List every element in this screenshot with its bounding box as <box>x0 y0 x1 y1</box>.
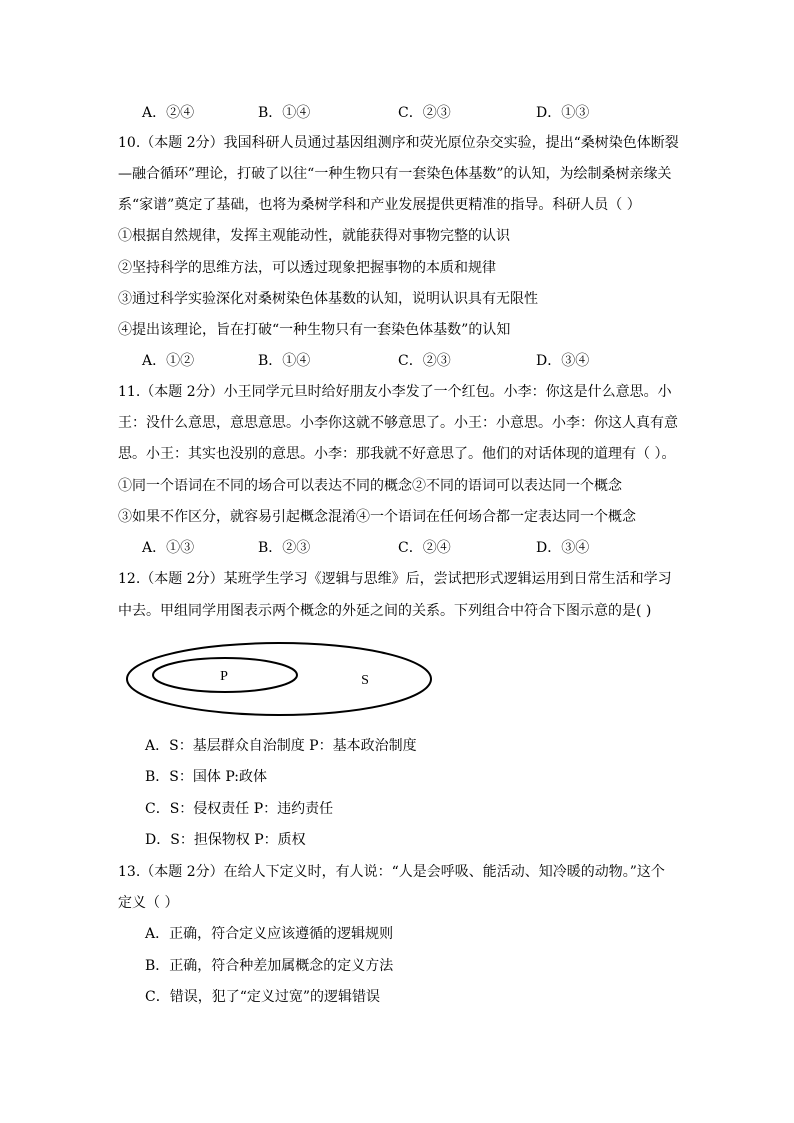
q11-statement-1: ①同一个语词在不同的场合可以表达不同的概念②不同的语词可以表达同一个概念 <box>118 478 622 494</box>
q11-option-d[interactable]: D．③④ <box>536 540 590 556</box>
label-p: P <box>220 669 228 684</box>
q10-option-d[interactable]: D．③④ <box>536 353 590 369</box>
q13-stem-line-1: 13.（本题 2分）在给人下定义时，有人说：“人是会呼吸、能活动、知冷暖的动物。”这个 <box>118 864 665 880</box>
q11-option-a[interactable]: A．①③ <box>142 540 195 556</box>
q10-statement-1: ①根据自然规律，发挥主观能动性，就能获得对事物完整的认识 <box>118 228 510 244</box>
q13-option-c[interactable]: C．错误，犯了“定义过宽”的逻辑错误 <box>145 989 381 1005</box>
q10-statement-3: ③通过科学实验深化对桑树染色体基数的认知，说明认识具有无限性 <box>118 291 538 307</box>
q13-option-a[interactable]: A．正确，符合定义应该遵循的逻辑规则 <box>145 926 394 942</box>
outer-ellipse-s <box>127 643 431 715</box>
q10-option-b[interactable]: B．①④ <box>258 353 311 369</box>
q10-option-a[interactable]: A．①② <box>142 353 195 369</box>
q13-stem-line-2: 定义（ ） <box>118 895 179 911</box>
q12-option-a[interactable]: A．S：基层群众自治制度 P：基本政治制度 <box>145 738 417 754</box>
q11-statement-2: ③如果不作区分，就容易引起概念混淆④一个语词在任何场合都一定表达同一个概念 <box>118 509 636 525</box>
q11-stem-line-2: 王：没什么意思，意思意思。小李你这就不够意思了。小王：小意思。小李：你这人真有意 <box>118 415 678 431</box>
euler-diagram <box>124 640 436 718</box>
q12-stem-line-2: 中去。甲组同学用图表示两个概念的外延之间的关系。下列组合中符合下图示意的是( ) <box>118 603 652 619</box>
q11-option-c[interactable]: C．②④ <box>398 540 451 556</box>
q10-stem-line-3: 系“家谱”奠定了基础，也将为桑树学科和产业发展提供更精准的指导。科研人员（ ） <box>118 197 641 213</box>
q13-option-b[interactable]: B．正确，符合种差加属概念的定义方法 <box>145 958 394 974</box>
q11-stem-line-3: 思。小王：其实也没别的意思。小李：那我就不好意思了。他们的对话体现的道理有（ ）。 <box>118 446 676 462</box>
q12-option-c[interactable]: C．S：侵权责任 P：违约责任 <box>145 801 334 817</box>
q10-statement-4: ④提出该理论，旨在打破“一种生物只有一套染色体基数”的认知 <box>118 322 511 338</box>
q10-stem-line-2: —融合循环”理论，打破了以往“一种生物只有一套染色体基数”的认知，为绘制桑树亲缘关 <box>118 166 672 182</box>
q11-stem-line-1: 11.（本题 2分）小王同学元旦时给好朋友小李发了一个红包。小李：你这是什么意思。小 <box>118 384 672 400</box>
q9-option-d[interactable]: D．①③ <box>536 105 590 121</box>
label-s: S <box>361 673 369 688</box>
q9-option-a[interactable]: A．②④ <box>142 105 195 121</box>
q12-option-b[interactable]: B．S：国体 P:政体 <box>145 769 267 785</box>
q12-stem-line-1: 12.（本题 2分）某班学生学习《逻辑与思维》后，尝试把形式逻辑运用到日常生活和学习 <box>118 571 672 587</box>
q11-option-b[interactable]: B．②③ <box>258 540 311 556</box>
q10-stem-line-1: 10.（本题 2分）我国科研人员通过基因组测序和荧光原位杂交实验，提出“桑树染色体断裂 <box>118 135 679 151</box>
q9-option-c[interactable]: C．②③ <box>398 105 451 121</box>
q10-option-c[interactable]: C．②③ <box>398 353 451 369</box>
q12-option-d[interactable]: D．S：担保物权 P：质权 <box>145 832 306 848</box>
q9-option-b[interactable]: B．①④ <box>258 105 311 121</box>
q10-statement-2: ②坚持科学的思维方法，可以透过现象把握事物的本质和规律 <box>118 260 496 276</box>
